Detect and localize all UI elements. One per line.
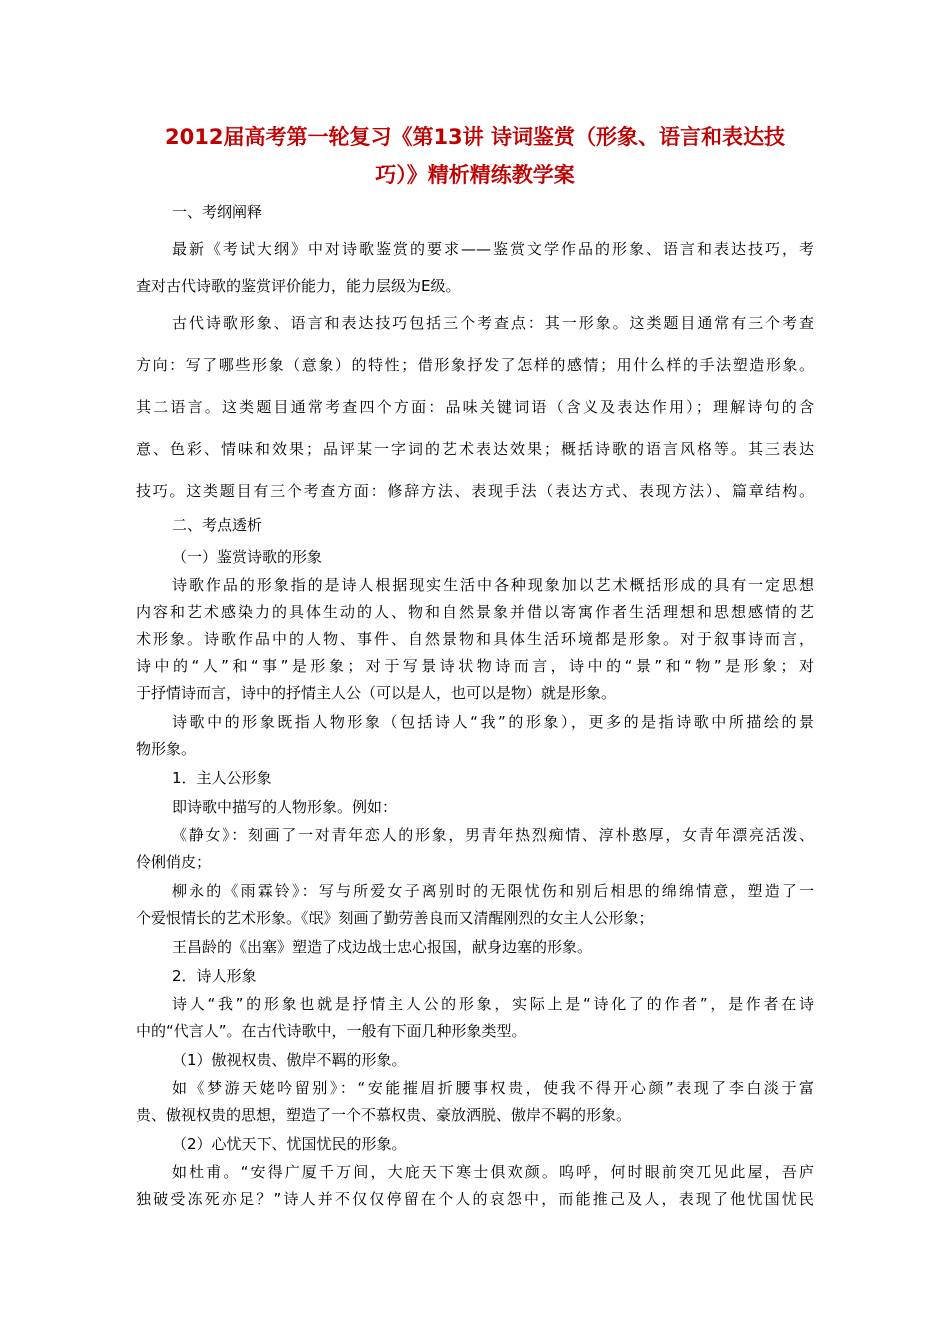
paragraph-line: 伶俐俏皮； [136, 853, 212, 871]
list-item-heading: （1）傲视权贵、傲岸不羁的形象。 [172, 1051, 407, 1069]
paragraph-line: 其二语言。这类题目通常考查四个方面：品味关键词语（含义及表达作用）；理解诗句的含 [136, 398, 814, 416]
paragraph-line: 内容和艺术感染力的具体生动的人、物和自然景象并借以寄寓作者生活理想和思想感情的艺 [136, 603, 814, 621]
paragraph-line: 中的“代言人”。在古代诗歌中，一般有下面几种形象类型。 [136, 1022, 527, 1040]
subsection-heading: （一）鉴赏诗歌的形象 [172, 548, 323, 566]
paragraph-line: 技巧。这类题目有三个考查方面：修辞方法、表现手法（表达方式、表现方法）、篇章结构。 [136, 482, 814, 500]
paragraph-line: 物形象。 [136, 740, 197, 758]
subsection-heading: 1．主人公形象 [172, 769, 272, 787]
paragraph-line: 即诗歌中描写的人物形象。例如： [172, 798, 398, 816]
document-title-line-2: 巧）》精析精练教学案 [375, 163, 575, 187]
paragraph-line: 王昌龄的《出塞》塑造了戍边战士忠心报国，献身边塞的形象。 [172, 938, 593, 956]
paragraph-line: 诗人“我”的形象也就是抒情主人公的形象，实际上是“诗化了的作者”，是作者在诗 [172, 995, 814, 1013]
subsection-heading: 2．诗人形象 [172, 967, 257, 985]
paragraph-line: 柳永的《雨霖铃》：写与所爱女子离别时的无限忧伤和别后相思的绵绵情意，塑造了一 [172, 882, 814, 900]
paragraph-line: 意、色彩、情味和效果；品评某一字词的艺术表达效果；概括诗歌的语言风格等。其三表达 [136, 440, 814, 458]
section-heading-analysis: 二、考点透析 [172, 516, 263, 534]
section-heading-exam-outline: 一、考纲阐释 [172, 203, 263, 221]
paragraph-line: 如《梦游天姥吟留别》：“安能摧眉折腰事权贵，使我不得开心颜”表现了李白淡于富 [172, 1079, 814, 1097]
paragraph-line: 查对古代诗歌的鉴赏评价能力，能力层级为E级。 [136, 277, 461, 295]
paragraph-line: 诗歌中的形象既指人物形象（包括诗人“我”的形象），更多的是指诗歌中所描绘的景 [172, 713, 814, 731]
paragraph-line: 方向：写了哪些形象（意象）的特性；借形象抒发了怎样的感情；用什么样的手法塑造形象。 [136, 356, 814, 374]
paragraph-line: 诗歌作品的形象指的是诗人根据现实生活中各种现象加以艺术概括形成的具有一定思想 [172, 576, 814, 594]
paragraph-line: 古代诗歌形象、语言和表达技巧包括三个考查点：其一形象。这类题目通常有三个考查 [172, 314, 814, 332]
paragraph-line: 诗中的“人”和“事”是形象；对于写景诗状物诗而言，诗中的“景”和“物”是形象；对 [136, 657, 814, 675]
paragraph-line: 术形象。诗歌作品中的人物、事件、自然景物和具体生活环境都是形象。对于叙事诗而言， [136, 630, 814, 648]
paragraph-line: 独破受冻死亦足？”诗人并不仅仅停留在个人的哀怨中，而能推己及人，表现了他忧国忧民 [136, 1190, 814, 1208]
paragraph-line: 于抒情诗而言，诗中的抒情主人公（可以是人，也可以是物）就是形象。 [136, 684, 617, 702]
paragraph-line: 最新《考试大纲》中对诗歌鉴赏的要求——鉴赏文学作品的形象、语言和表达技巧，考 [172, 240, 814, 258]
paragraph-line: 贵、傲视权贵的思想，塑造了一个不慕权贵、豪放洒脱、傲岸不羁的形象。 [136, 1106, 632, 1124]
paragraph-line: 个爱恨情长的艺术形象。《氓》刻画了勤劳善良而又清醒刚烈的女主人公形象； [136, 909, 654, 927]
paragraph-line: 如杜甫。“安得广厦千万间，大庇天下寒士俱欢颜。呜呼，何时眼前突兀见此屋，吾庐 [172, 1163, 814, 1181]
list-item-heading: （2）心忧天下、忧国忧民的形象。 [172, 1135, 407, 1153]
document-title-line-1: 2012届高考第一轮复习《第13讲 诗词鉴赏（形象、语言和表达技 [165, 125, 785, 149]
paragraph-line: 《静女》：刻画了一对青年恋人的形象，男青年热烈痴情、淳朴憨厚，女青年漂亮活泼、 [172, 826, 814, 844]
